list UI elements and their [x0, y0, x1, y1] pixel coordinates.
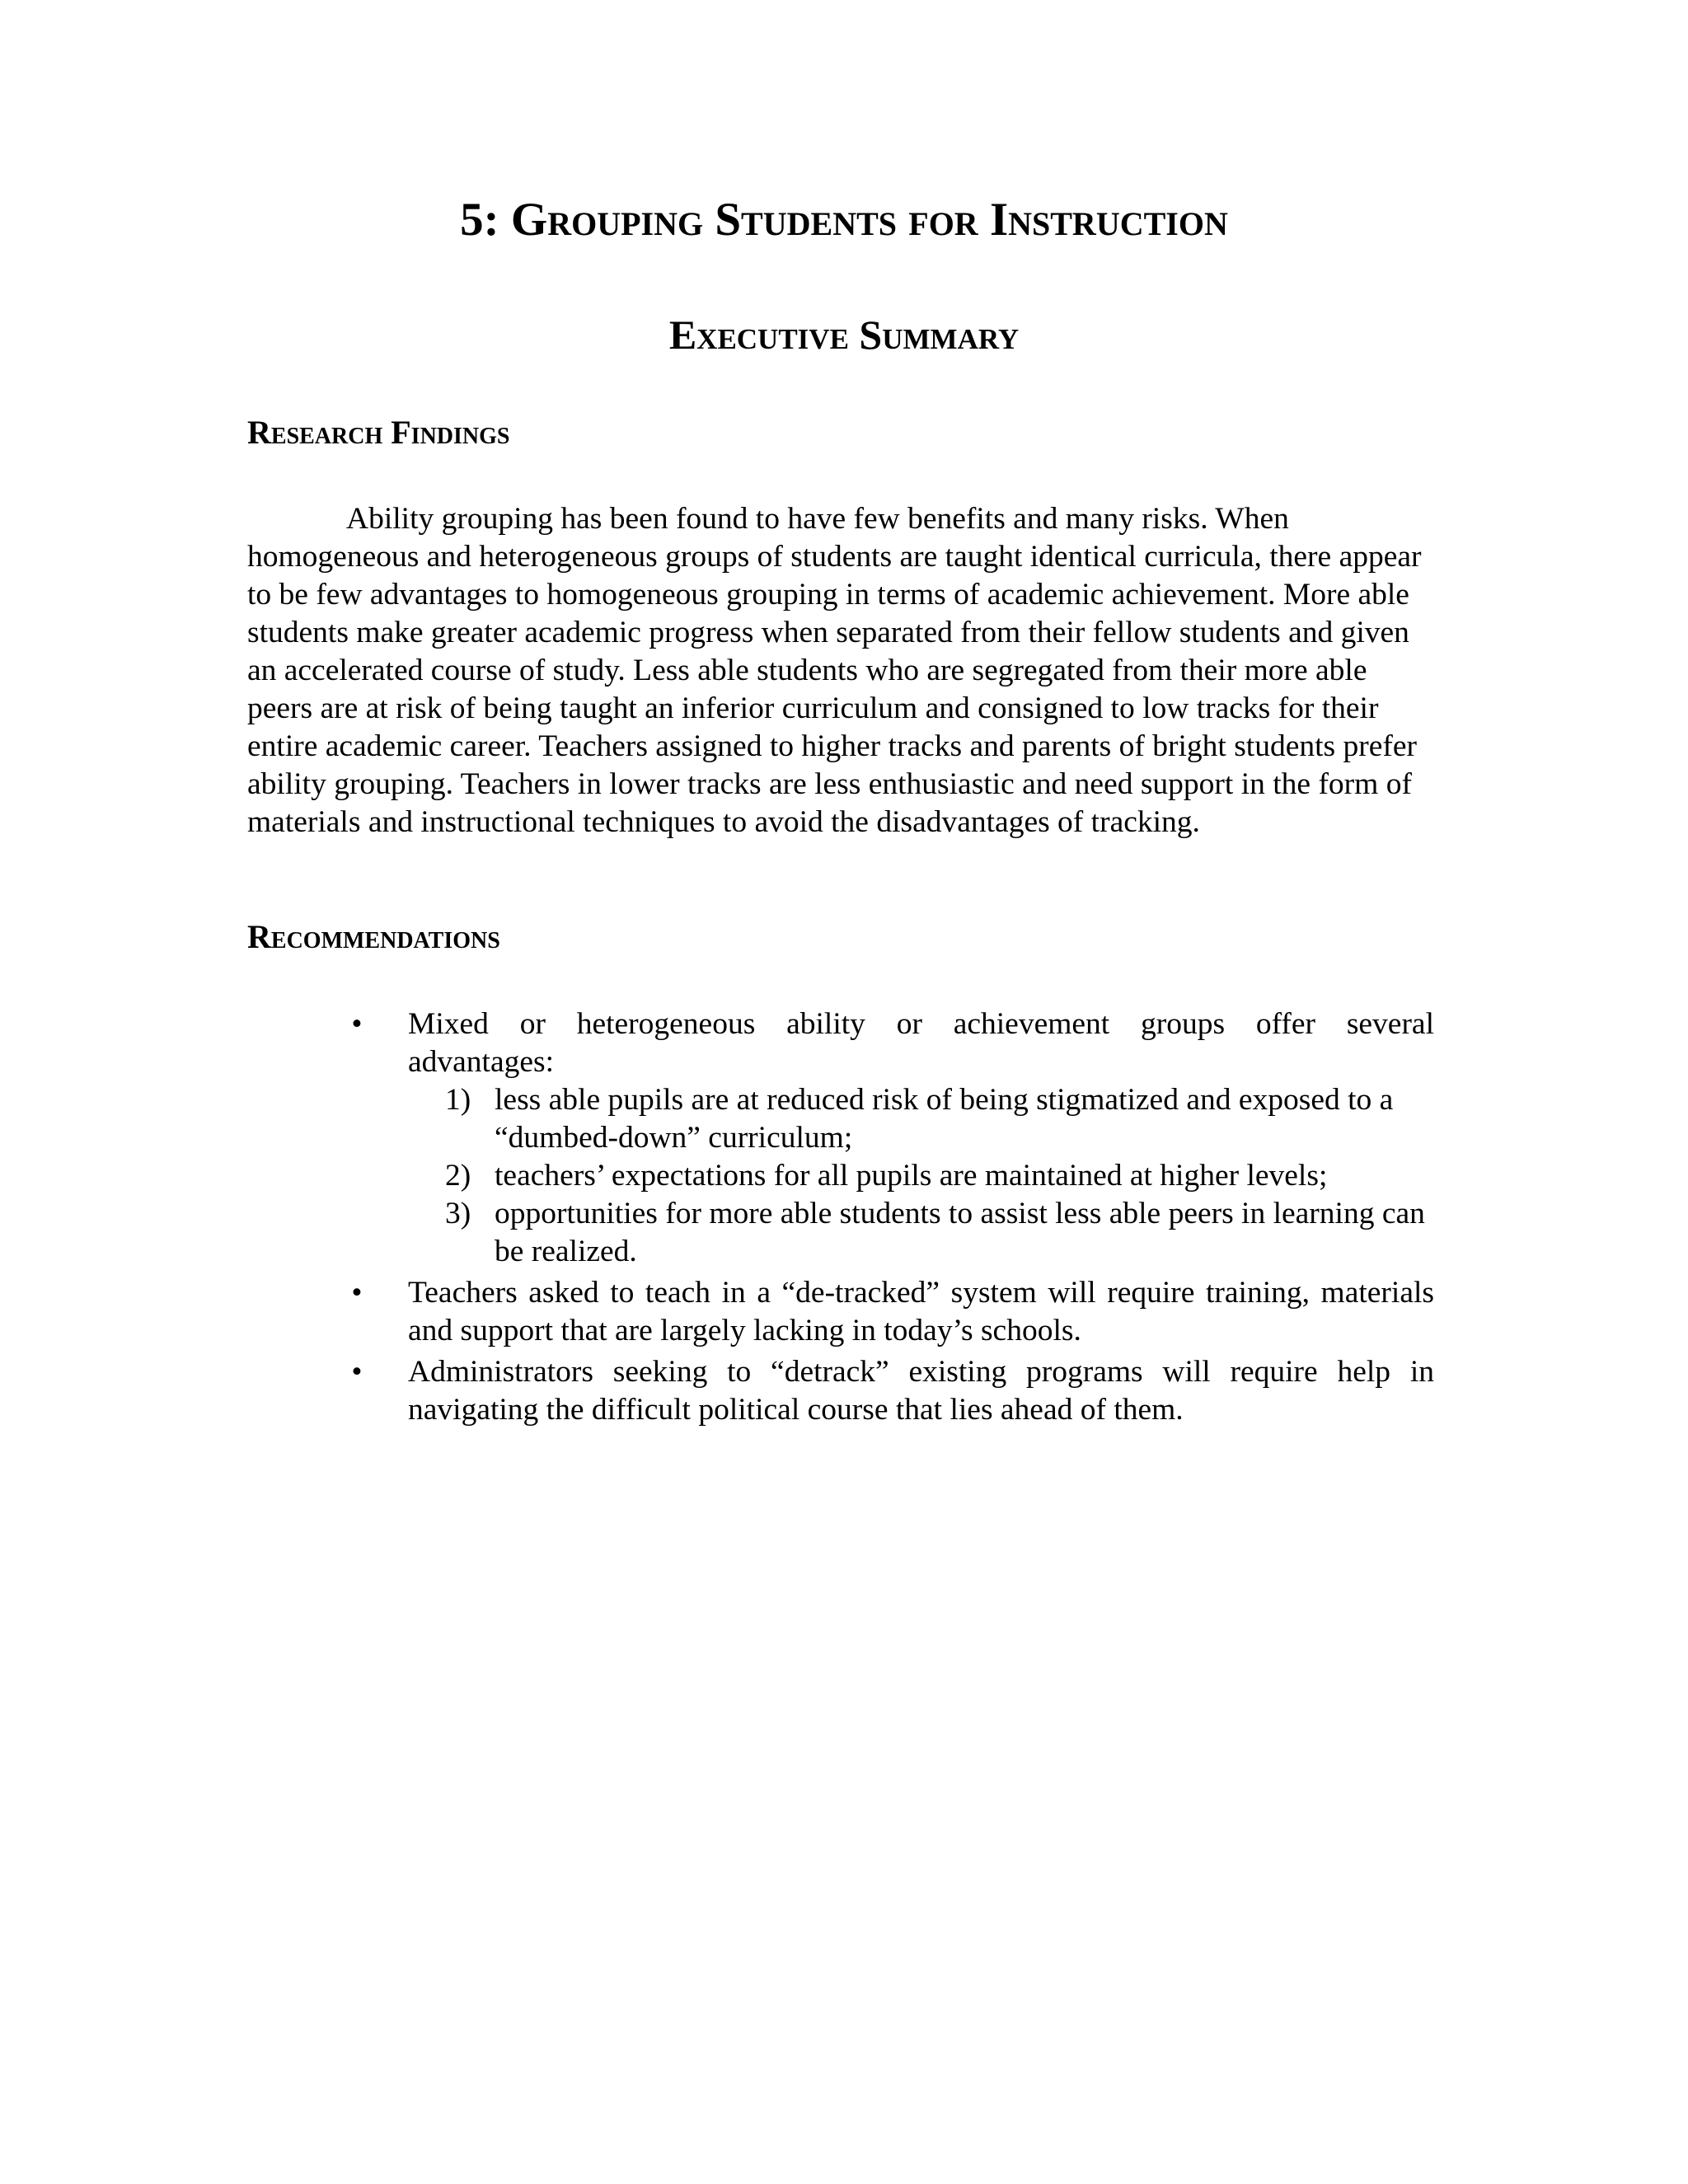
recommendation-1-line1: Mixed or heterogeneous ability or achievement groups offer several: [408, 1007, 1434, 1041]
advantage-text: less able pupils are at reduced risk of being stigmatized and exposed to a “dumbed-down” curriculum;: [495, 1083, 1394, 1155]
bullet-icon: •: [351, 1007, 363, 1041]
research-findings-paragraph: Ability grouping has been found to have few benefits and many risks. When homogeneous and heterogeneous groups of students are taught identical curricula, there appear to be few advantages to homogeneous grouping in terms of academic achievement. More able students make greater academic progress when separated from their fellow students and given an accelerated course of study. Less able students who are segregated from their more able peers are at risk of being taught an inferior curriculum and consigned to low tracks for their entire academic career. Teachers assigned to higher tracks and parents of bright students prefer ability grouping. Teachers in lower tracks are less enthusiastic and need support in the form of materials and instructional techniques to avoid the disadvantages of tracking.: [247, 502, 1422, 839]
advantage-text: opportunities for more able students to assist less able peers in learning can be realized.: [495, 1197, 1425, 1268]
advantage-item-1: [408, 1081, 1434, 1157]
recommendations-heading: Recommendations: [247, 918, 500, 955]
advantage-number: 2): [445, 1159, 471, 1193]
research-findings-heading: Research Findings: [247, 414, 510, 451]
recommendation-3-text: Administrators seeking to “detrack” existing programs will require help in navigating the difficult political course that lies ahead of them.: [408, 1355, 1434, 1427]
advantage-text: teachers’ expectations for all pupils are maintained at higher levels;: [495, 1159, 1328, 1193]
advantage-number: 3): [445, 1197, 471, 1230]
recommendation-2-text: Teachers asked to teach in a “de-tracked” system will require training, materials and support that are largely lacking in today’s schools.: [408, 1276, 1434, 1347]
bullet-icon: •: [351, 1276, 363, 1310]
bullet-icon: •: [351, 1355, 363, 1389]
advantages-list: [408, 1081, 1434, 1271]
recommendations-list: [247, 1005, 1434, 1432]
recommendation-item-3: [247, 1353, 1434, 1429]
advantage-item-3: [408, 1195, 1434, 1271]
recommendation-item-1: [247, 1005, 1434, 1271]
advantage-item-2: [408, 1157, 1434, 1195]
page-title: 5: Grouping Students for Instruction: [460, 194, 1228, 246]
recommendation-item-2: [247, 1274, 1434, 1350]
page-subtitle: Executive Summary: [668, 312, 1020, 358]
recommendation-1-line2: advantages:: [408, 1045, 555, 1079]
advantage-number: 1): [445, 1083, 471, 1117]
